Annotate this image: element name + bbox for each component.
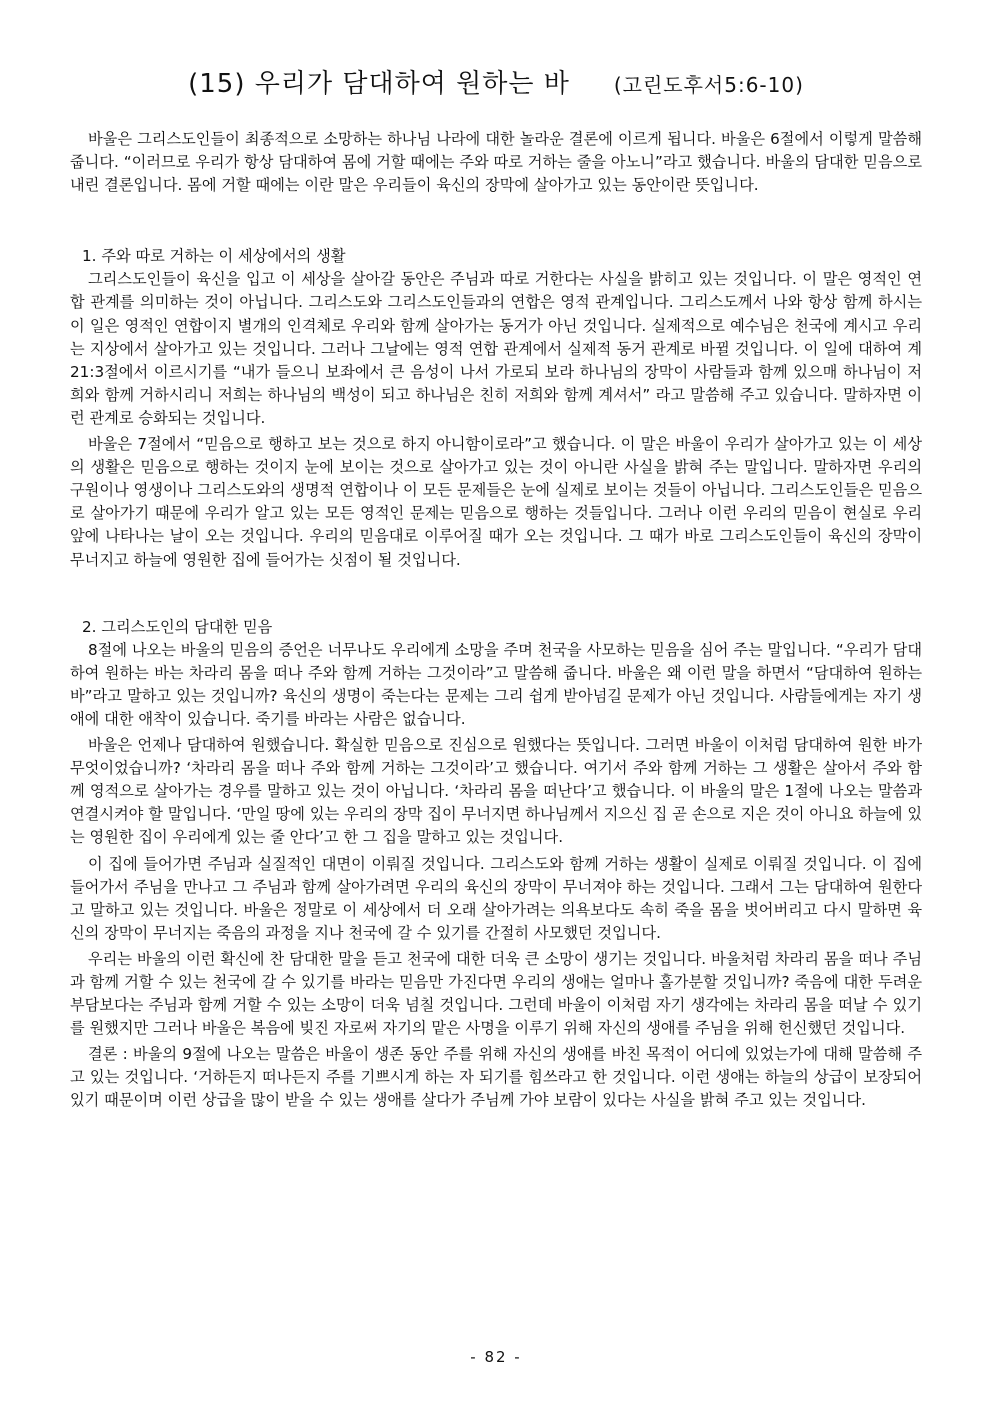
- paragraph: 우리는 바울의 이런 확신에 찬 담대한 말을 듣고 천국에 대한 더욱 큰 소망이 생기는 것입니다. 바울처럼 차라리 몸을 떠나 주님과 함께 거할 수 있는 천국에 갈 수 있기를 바라는 믿음만 가진다면 우리의 생애는 얼마나 홀가분할 것입니까? 죽음에 대한 두려운 부담보다는 주님과 함께 거할 수 있는 소망이 더욱 넘칠 것입니다. 그런데 바울이 이처럼 자기 생각에는 차라리 몸을 떠날 수 있기를 원했지만 그러나 바울은 복음에 빚진 자로써 자기의 맡은 사명을 이루기 위해 자신의 생애를 주님을 위해 헌신했던 것입니다.: [70, 949, 922, 1038]
- paragraph: 이 집에 들어가면 주님과 실질적인 대면이 이뤄질 것입니다. 그리스도와 함께 거하는 생활이 실제로 이뤄질 것입니다. 이 집에 들어가서 주님을 만나고 그 주님과 함께 살아가려면 우리의 육신의 장막이 무너져야 하는 것입니다. 그래서 그는 담대하여 원한다고 말하고 있는 것입니다. 바울은 정말로 이 세상에서 더 오래 살아가려는 의욕보다도 속히 죽을 몸을 벗어버리고 다시 말하면 육신의 장막이 무너지는 죽음의 과정을 지나 천국에 갈 수 있기를 간절히 사모했던 것입니다.: [70, 854, 922, 942]
- page-title: [0, 66, 992, 103]
- paragraph: 바울은 7절에서 “믿음으로 행하고 보는 것으로 하지 아니함이로라”고 했습니다. 이 말은 바울이 우리가 살아가고 있는 이 세상의 생활은 믿음으로 행하는 것이지 눈에 보이는 것으로 살아가고 있는 것이 아니란 사실을 밝혀 주는 말입니다. 말하자면 우리의 구원이나 영생이나 그리스도와의 생명적 연합이나 이 모든 문제들은 눈에 실제로 보이는 것들이 아닙니다. 그리스도인들은 믿음으로 살아가기 때문에 우리가 알고 있는 모든 영적인 문제는 믿음으로 행하는 것들입니다. 그러나 이런 우리의 믿음이 현실로 우리 앞에 나타나는 날이 오는 것입니다. 우리의 믿음대로 이루어질 때가 오는 것입니다. 그 때가 바로 그리스도인들이 육신의 장막이 무너지고 하늘에 영원한 집에 들어가는 싯점이 될 것입니다.: [70, 435, 922, 569]
- title-main: (15) 우리가 담대하여 원하는 바: [188, 69, 570, 99]
- paragraph: 그리스도인들이 육신을 입고 이 세상을 살아갈 동안은 주님과 따로 거한다는 사실을 밝히고 있는 것입니다. 이 말은 영적인 연합 관계를 의미하는 것이 아닙니다. 그리스도와 그리스도인들과의 연합은 영적 관계입니다. 그리스도께서 나와 항상 함께 하시는 이 일은 영적인 연합이지 별개의 인격체로 우리와 함께 살아가는 동거가 아닌 것입니다. 실제적으로 예수님은 천국에 계시고 우리는 지상에서 살아가고 있는 것입니다. 그러나 그날에는 영적 연합 관계에서 실제적 동거 관계로 바뀔 것입니다. 이 일에 대하여 계21:3절에서 이르시기를 “내가 들으니 보좌에서 큰 음성이 나서 가로되 보라 하나님의 장막이 사람들과 함께 있으매 하나님이 저희와 함께 거하시리니 저희는 하나님의 백성이 되고 하나님은 친히 저희와 함께 계셔서” 라고 말씀해 주고 있습니다. 말하자면 이런 관계로 승화되는 것입니다.: [70, 270, 922, 427]
- section-1: [70, 245, 922, 571]
- paragraph: 바울은 언제나 담대하여 원했습니다. 확실한 믿음으로 진심으로 원했다는 뜻입니다. 그러면 바울이 이처럼 담대하여 원한 바가 무엇이었습니까? ‘차라리 몸을 떠나 주와 함께 거하는 그것이라’고 했습니다. 여기서 주와 함께 거하는 그 생활은 살아서 주와 함께 영적으로 살아가는 경우를 말하고 있는 것이 아닙니다. ‘차라리 몸을 떠난다’고 했습니다. 이 바울의 말은 1절에 나오는 말씀과 연결시켜야 할 말입니다. ‘만일 땅에 있는 우리의 장막 집이 무너지면 하나님께서 지으신 집 곧 손으로 지은 것이 아니요 하늘에 있는 영원한 집이 우리에게 있는 줄 안다’고 한 그 집을 말하고 있는 것입니다.: [70, 736, 922, 847]
- page-number: - 82 -: [470, 1348, 522, 1366]
- intro-paragraph: 바울은 그리스도인들이 최종적으로 소망하는 하나님 나라에 대한 놀라운 결론에 이르게 됩니다. 바울은 6절에서 이렇게 말씀해 줍니다. “이러므로 우리가 항상 담대하여 몸에 거할 때에는 주와 따로 거하는 줄을 아노니”라고 했습니다. 바울의 담대한 믿음으로 내린 결론입니다. 몸에 거할 때에는 이란 말은 우리들이 육신의 장막에 살아가고 있는 동안이란 뜻입니다.: [70, 130, 922, 195]
- intro-block: [70, 128, 922, 197]
- paragraph: 8절에 나오는 바울의 믿음의 증언은 너무나도 우리에게 소망을 주며 천국을 사모하는 믿음을 심어 주는 말입니다. “우리가 담대하여 원하는 바는 차라리 몸을 떠나 주와 함께 거하는 그것이라”고 말씀해 줍니다. 바울은 왜 이런 말을 하면서 “담대하여 원하는 바”라고 말하고 있는 것입니까? 육신의 생명이 죽는다는 문제는 그리 쉽게 받아넘길 문제가 아닌 것입니다. 사람들에게는 자기 생애에 대한 애착이 있습니다. 죽기를 바라는 사람은 없습니다.: [70, 640, 922, 728]
- conclusion-paragraph: 결론 : 바울의 9절에 나오는 말씀은 바울이 생존 동안 주를 위해 자신의 생애를 바친 목적이 어디에 있었는가에 대해 말씀해 주고 있는 것입니다. ‘거하든지 떠나든지 주를 기쁘시게 하는 자 되기를 힘쓰라고 한 것입니다. 이런 생애는 하늘의 상급이 보장되어 있기 때문이며 이런 상급을 많이 받을 수 있는 생애를 살다가 주님께 가야 보람이 있다는 사실을 밝혀 주고 있는 것입니다.: [70, 1045, 922, 1110]
- section-heading: 1. 주와 따로 거하는 이 세상에서의 생활: [82, 247, 346, 266]
- title-reference: (고린도후서5:6-10): [613, 73, 804, 97]
- document-body: [70, 128, 922, 1157]
- section-2: [70, 616, 922, 1113]
- section-heading: 2. 그리스도인의 담대한 믿음: [82, 617, 273, 636]
